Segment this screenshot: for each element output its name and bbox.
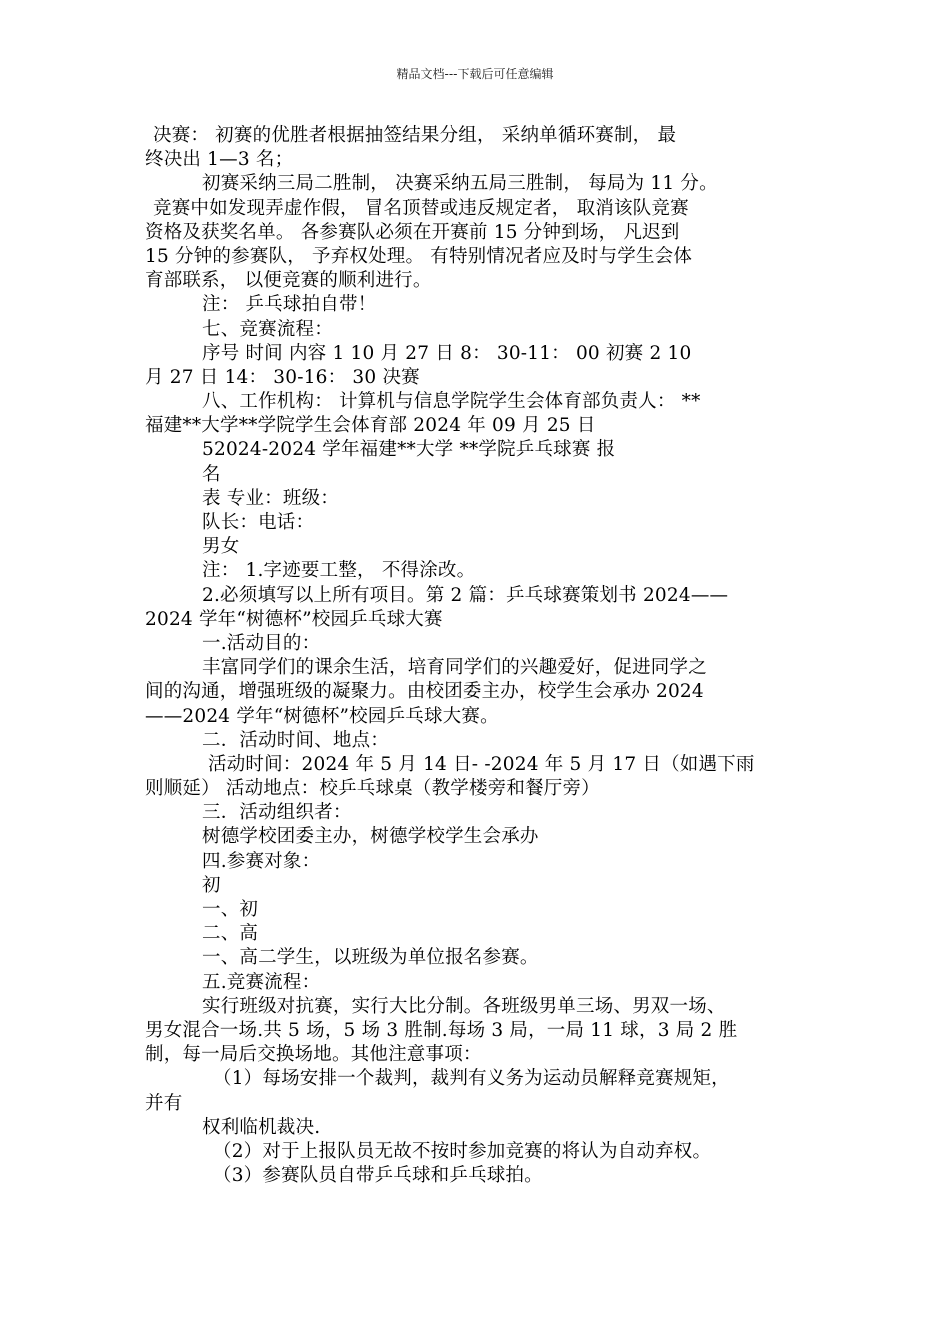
text-line: 男女混合一场.共 5 场，5 场 3 胜制.每场 3 局，一局 11 球，3 局 2 胜 [145,1019,738,1041]
text-line: 注： 1.字迹要工整， 不得涂改。 [202,560,476,582]
text-line: 一.活动目的： [202,632,321,654]
text-line: 七、竞赛流程： [202,318,333,340]
text-line: 制，每一局后交换场地。其他注意事项： [145,1044,482,1066]
text-line: 五.竞赛流程： [202,971,321,993]
text-line: 序号 时间 内容 1 10 月 27 日 8： 30-11： 00 初赛 2 10 [202,342,692,364]
text-line: 育部联系， 以便竞赛的顺利进行。 [145,270,432,292]
text-line: 活动时间：2024 年 5 月 14 日- -2024 年 5 月 17 日（如遇下雨 [208,753,755,775]
document-body [145,124,820,1188]
text-line: 福建**大学**学院学生会体育部 2024 年 09 月 25 日 [145,415,596,437]
text-line: 名 [202,463,221,485]
text-line: 终决出 1—3 名； [145,149,294,171]
text-line: 2024 学年“树德杯”校园乒乓球大赛 [145,608,443,630]
text-line: 初 [202,874,221,896]
text-line: 则顺延） 活动地点：校乒乓球桌（教学楼旁和餐厅旁） [145,778,600,800]
text-line: 四.参赛对象： [202,850,321,872]
text-line: 三．活动组织者： [202,802,352,824]
text-line: 树德学校团委主办，树德学校学生会承办 [202,826,539,848]
text-line: （1）每场安排一个裁判，裁判有义务为运动员解释竞赛规矩， [213,1068,730,1090]
text-line: ——2024 学年“树德杯”校园乒乓球大赛。 [145,705,499,727]
text-line: 决赛： 初赛的优胜者根据抽签结果分组， 采纳单循环赛制， 最 [153,125,677,146]
text-line: 初赛采纳三局二胜制， 决赛采纳五局三胜制， 每局为 11 分。 [202,173,718,195]
text-line: 表 专业：班级： [202,487,339,509]
text-line: 间的沟通，增强班级的凝聚力。由校团委主办，校学生会承办 2024 [145,681,704,703]
text-line: 二、高 [202,923,259,945]
text-line: 队长：电话： [202,512,315,533]
text-line: （3）参赛队员自带乒乓球和乒乓球拍。 [213,1165,543,1187]
text-line: 资格及获奖名单。 各参赛队必须在开赛前 15 分钟到场， 凡迟到 [145,221,680,243]
text-line: 一、初 [202,899,259,920]
text-line: 男女 [202,536,240,558]
page-header: 精品文档---下载后可任意编辑 [396,67,554,81]
text-line: 丰富同学们的课余生活，培育同学们的兴趣爱好，促进同学之 [202,657,707,679]
text-line: 一、高二学生，以班级为单位报名参赛。 [202,947,539,969]
text-line: 权利临机裁决. [202,1116,321,1138]
text-line: 52024-2024 学年福建**大学 **学院乒乓球赛 报 [202,439,616,461]
text-line: 月 27 日 14： 30-16： 30 决赛 [145,366,420,388]
text-line: 二．活动时间、地点： [202,729,390,751]
text-line: 并有 [145,1092,183,1114]
text-line: 注： 乒乓球拍自带！ [202,294,377,316]
text-line: 实行班级对抗赛，实行大比分制。各班级男单三场、男双一场、 [202,995,726,1017]
text-line: 八、工作机构： 计算机与信息学院学生会体育部负责人： ** [202,391,701,413]
text-line: （2）对于上报队员无故不按时参加竞赛的将认为自动弃权。 [213,1140,712,1162]
text-line: 15 分钟的参赛队， 予弃权处理。 有特别情况者应及时与学生会体 [145,245,693,267]
text-line: 2.必须填写以上所有项目。第 2 篇：乒乓球赛策划书 2024—— [202,584,729,606]
text-line: 竞赛中如发现弄虚作假， 冒名顶替或违反规定者， 取消该队竞赛 [153,197,689,219]
